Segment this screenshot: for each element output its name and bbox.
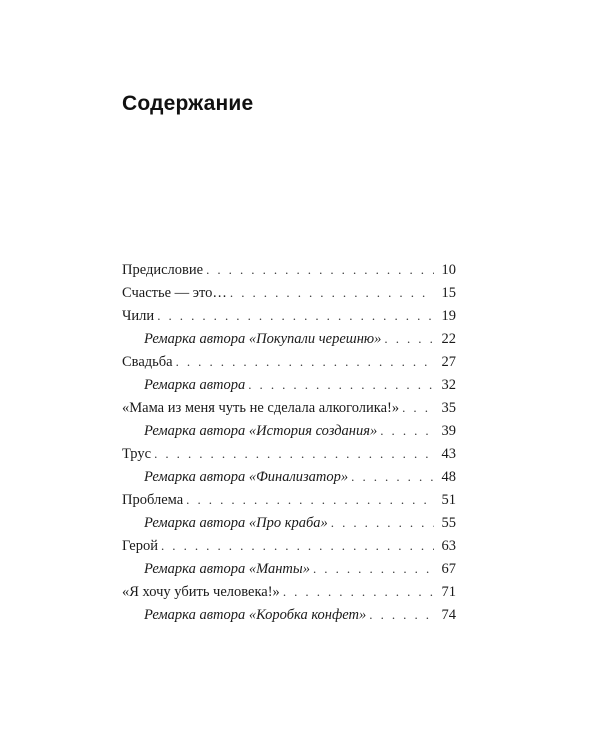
toc-entry[interactable] — [122, 350, 456, 373]
toc-subentry[interactable] — [122, 419, 456, 442]
dot-leader — [176, 350, 434, 373]
page-title: Содержание — [122, 92, 254, 115]
toc-entry-title: Проблема — [122, 492, 184, 508]
dot-leader — [248, 373, 434, 396]
dot-leader — [369, 603, 434, 626]
toc-entry-page: 74 — [441, 607, 456, 623]
dot-leader — [384, 327, 434, 350]
toc-subentry[interactable] — [122, 557, 456, 580]
dot-leader — [313, 557, 434, 580]
toc-entry-page: 35 — [441, 400, 456, 416]
toc-entry-page: 32 — [441, 377, 456, 393]
toc-entry-page: 67 — [441, 561, 456, 577]
toc-entry[interactable] — [122, 396, 456, 419]
table-of-contents — [122, 258, 456, 626]
toc-entry[interactable] — [122, 442, 456, 465]
dot-leader — [154, 442, 434, 465]
toc-entry-page: 51 — [441, 492, 456, 508]
toc-entry-page: 27 — [441, 354, 456, 370]
toc-entry-page: 15 — [441, 285, 456, 301]
toc-entry[interactable] — [122, 258, 456, 281]
dot-leader — [186, 488, 434, 511]
toc-subentry[interactable] — [122, 603, 456, 626]
toc-entry[interactable] — [122, 580, 456, 603]
toc-entry-page: 39 — [441, 423, 456, 439]
toc-entry-title: Чили — [122, 308, 155, 324]
dot-leader — [351, 465, 434, 488]
toc-entry-title: Ремарка автора «Коробка конфет» — [144, 607, 367, 623]
toc-entry-title: Герой — [122, 538, 158, 554]
toc-entry-title: Ремарка автора «История создания» — [144, 423, 378, 439]
toc-entry-page: 48 — [441, 469, 456, 485]
toc-subentry[interactable] — [122, 327, 456, 350]
dot-leader — [402, 396, 434, 419]
toc-entry-page: 55 — [441, 515, 456, 531]
toc-entry-page: 63 — [441, 538, 456, 554]
toc-subentry[interactable] — [122, 511, 456, 534]
toc-entry[interactable] — [122, 304, 456, 327]
toc-entry-title: Счастье — это… — [122, 285, 227, 301]
toc-entry-title: «Мама из меня чуть не сделала алкоголика!» — [122, 400, 400, 416]
toc-entry-title: Ремарка автора «Финализатор» — [144, 469, 349, 485]
toc-entry-title: Ремарка автора «Про краба» — [144, 515, 328, 531]
dot-leader — [331, 511, 434, 534]
toc-entry[interactable] — [122, 281, 456, 304]
toc-entry-title: Свадьба — [122, 354, 173, 370]
toc-subentry[interactable] — [122, 373, 456, 396]
toc-entry[interactable] — [122, 534, 456, 557]
dot-leader — [283, 580, 434, 603]
dot-leader — [157, 304, 434, 327]
toc-entry-title: Ремарка автора «Манты» — [144, 561, 310, 577]
toc-entry[interactable] — [122, 488, 456, 511]
toc-entry-page: 43 — [441, 446, 456, 462]
dot-leader — [380, 419, 434, 442]
toc-entry-page: 10 — [441, 262, 456, 278]
toc-entry-page: 22 — [441, 331, 456, 347]
toc-entry-title: Ремарка автора — [144, 377, 246, 393]
dot-leader — [206, 258, 434, 281]
toc-subentry[interactable] — [122, 465, 456, 488]
dot-leader — [230, 281, 434, 304]
dot-leader — [161, 534, 434, 557]
toc-entry-page: 19 — [441, 308, 456, 324]
toc-entry-page: 71 — [441, 584, 456, 600]
toc-entry-title: Ремарка автора «Покупали черешню» — [144, 331, 382, 347]
toc-entry-title: Предисловие — [122, 262, 204, 278]
toc-entry-title: «Я хочу убить человека!» — [122, 584, 280, 600]
toc-entry-title: Трус — [122, 446, 152, 462]
